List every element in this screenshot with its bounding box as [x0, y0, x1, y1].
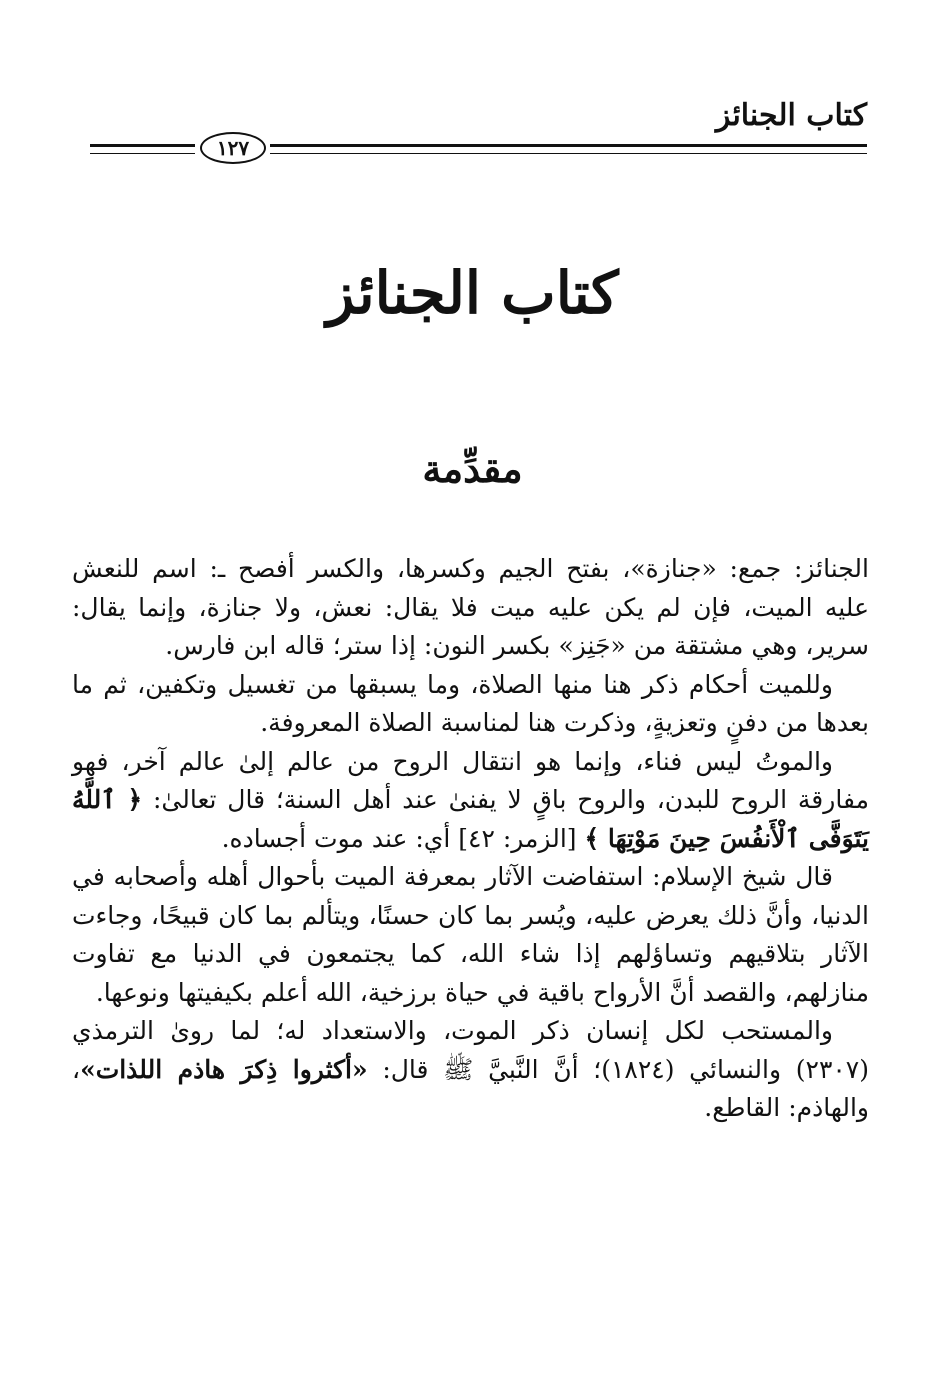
- paragraph-death-ref: [الزمر: ٤٢] أي: عند موت أجساده.: [221, 823, 585, 853]
- rule-line-right: [270, 144, 867, 154]
- hadith-quote: «أكثروا ذِكرَ هاذم اللذات»: [80, 1054, 368, 1084]
- paragraph-death: [72, 743, 869, 859]
- paragraph-remembrance-intro: والمستحب لكل إنسان ذكر الموت، والاستعداد له؛ لما روىٰ الترمذي (٢٣٠٧) والنسائي (١٨٢٤)؛ أنَّ النَّبيَّ ﷺ قال:: [72, 1016, 869, 1084]
- paragraph-rulings: وللميت أحكام ذكر هنا منها الصلاة، وما يسبقها من تغسيل وتكفين، ثم ما بعدها من دفنٍ وتعزيةٍ، وذكرت هنا لمناسبة الصلاة المعروفة.: [72, 669, 869, 737]
- running-title: كتاب الجنائز: [715, 98, 867, 133]
- paragraph-shaykh-islam: قال شيخ الإسلام: استفاضت الآثار بمعرفة الميت بأحوال أهله وأصحابه في الدنيا، وأنَّ ذلك يعرض عليه، ويُسر بما كان حسنًا، ويتألم بما كان قبيحًا، وجاءت الآثار بتلاقيهم وتساؤلهم إذا شاء الله، كما يجتمعون في الدنيا مع تفاوت منازلهم، والقصد أنَّ الأرواح باقية في حياة برزخية، الله أعلم بكيفيتها ونوعها.: [72, 862, 869, 1007]
- paragraph-definition: الجنائز: جمع: «جنازة»، بفتح الجيم وكسرها، والكسر أفصح ـ: اسم للنعش عليه الميت، فإن لم يكن عليه ميت فلا يقال: نعش، ولا جنازة، وإنما يقال: سرير، وهي مشتقة من «جَنِز» بكسر النون: إذا ستر؛ قاله ابن فارس.: [72, 554, 869, 660]
- quran-verse: ﴿ ٱللَّهُ يَتَوَفَّى ٱلْأَنفُسَ حِينَ مَوْتِهَا ﴾: [72, 785, 869, 853]
- section-title: مقدِّمة: [422, 446, 523, 491]
- paragraph-remembrance: [72, 1012, 869, 1128]
- rule-line-left: [90, 144, 195, 154]
- book-title: كتاب الجنائز: [326, 259, 619, 327]
- running-header: [80, 98, 867, 138]
- paragraph-death-intro: والموتُ ليس فناء، وإنما هو انتقال الروح من عالم إلىٰ عالم آخر، فهو مفارقة الروح للبدن، والروح باقٍ لا يفنىٰ عند أهل السنة؛ قال تعالىٰ:: [72, 746, 869, 814]
- page-number: ١٢٧: [200, 132, 266, 164]
- paragraph-remembrance-end: ، والهاذم: القاطع.: [72, 1054, 869, 1122]
- body-text: [72, 550, 869, 1128]
- header-rule: [90, 136, 867, 166]
